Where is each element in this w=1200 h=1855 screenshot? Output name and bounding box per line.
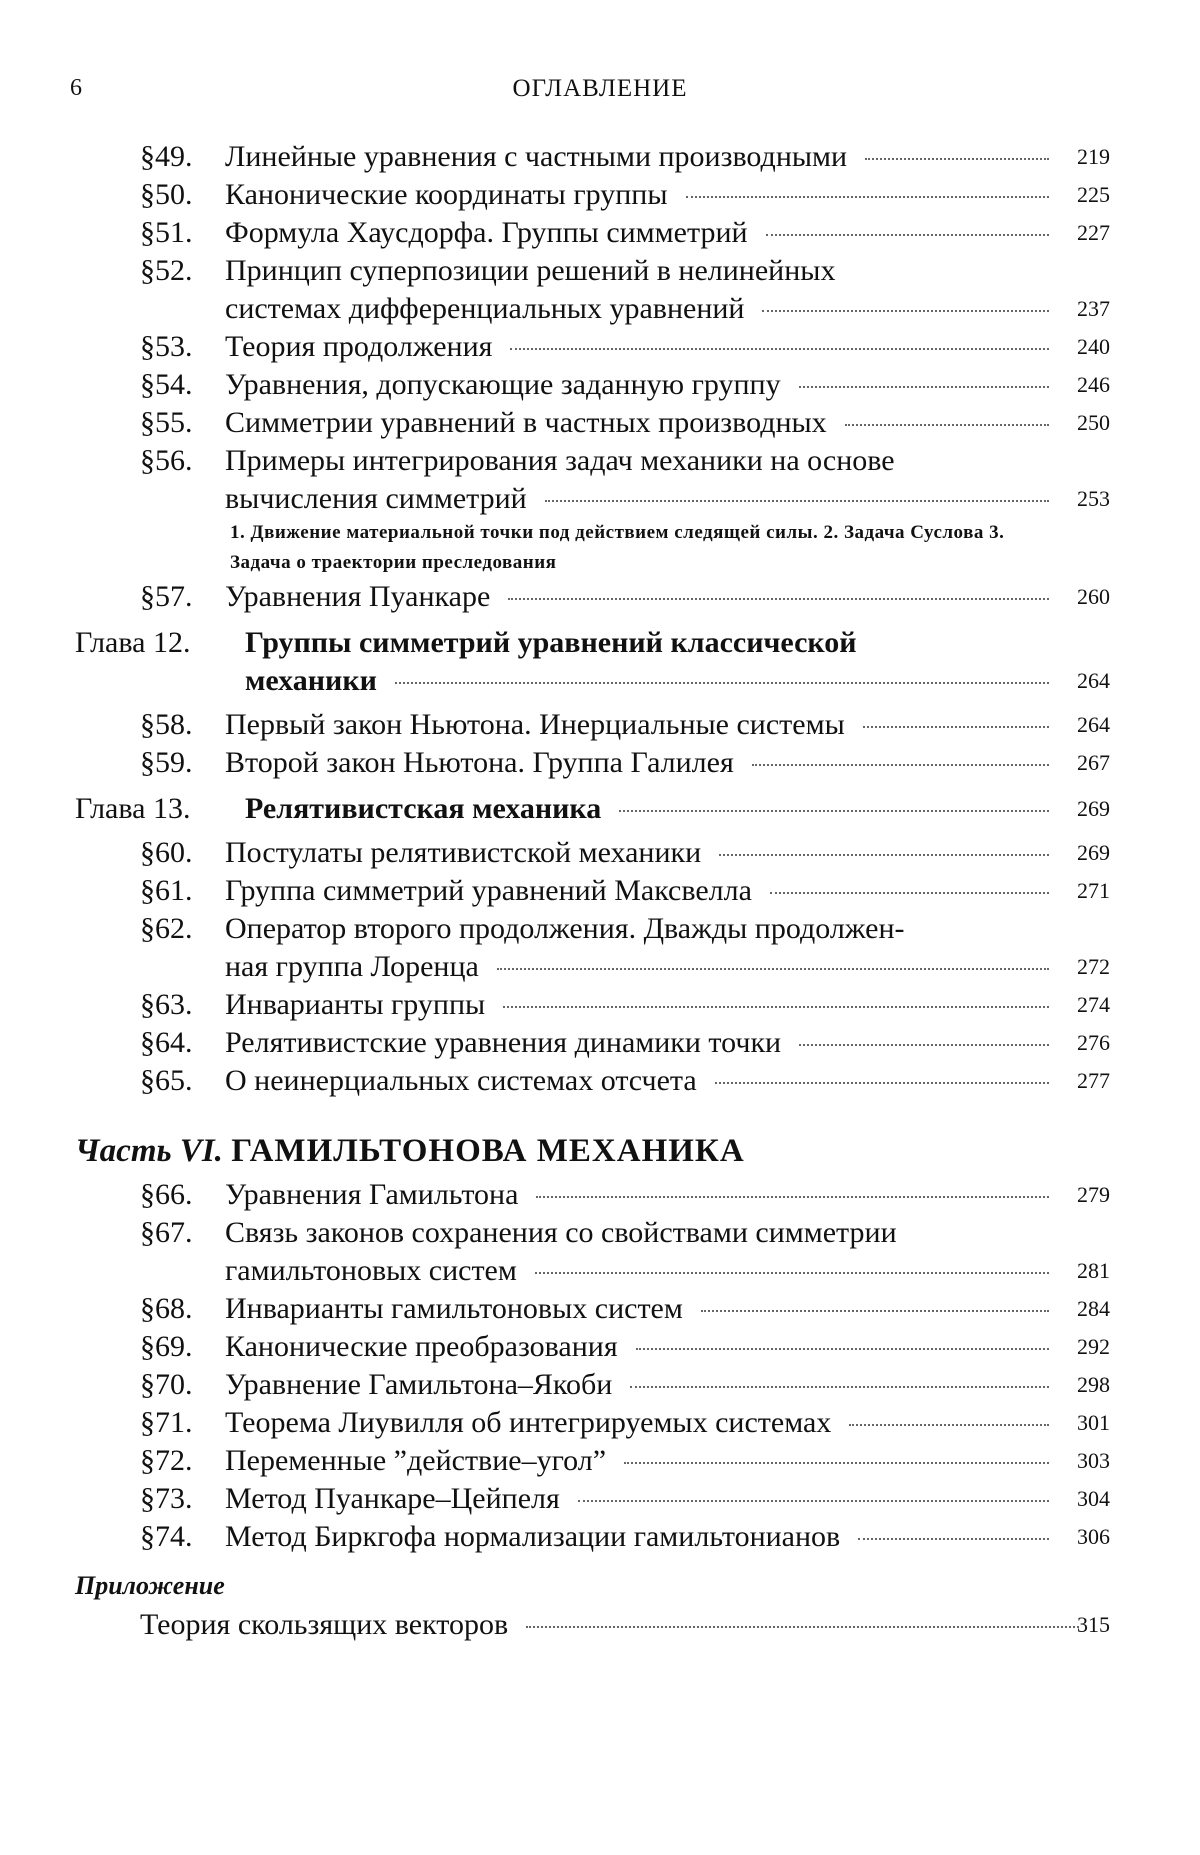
toc-entry — [0, 214, 1200, 252]
section-number: §68. — [140, 1292, 193, 1325]
page-ref: 298 — [1077, 1372, 1110, 1397]
page-ref: 292 — [1077, 1334, 1110, 1359]
section-number: §74. — [140, 1520, 193, 1553]
leader-dots — [503, 1006, 1049, 1008]
toc-entry — [0, 910, 1200, 986]
leader-dots — [686, 196, 1049, 198]
toc-entry — [0, 578, 1200, 616]
section-title: Первый закон Ньютона. Инерциальные системы — [225, 708, 845, 741]
toc-entry — [0, 176, 1200, 214]
page-ref: 264 — [1077, 712, 1110, 737]
leader-dots — [715, 1082, 1049, 1084]
section-number: §52. — [140, 254, 193, 287]
section-number: §60. — [140, 836, 193, 869]
leader-dots — [535, 1272, 1049, 1274]
section-number: §49. — [140, 140, 193, 173]
page-ref: 225 — [1077, 182, 1110, 207]
leader-dots — [799, 1044, 1049, 1046]
section-title: Инварианты гамильтоновых систем — [225, 1292, 683, 1325]
page-ref: 269 — [1077, 840, 1110, 865]
page-ref: 304 — [1077, 1486, 1110, 1511]
section-title: Теорема Лиувилля об интегрируемых системах — [225, 1406, 832, 1439]
chapter-title-line: Группы симметрий уравнений классической — [245, 626, 857, 659]
toc-entry — [0, 138, 1200, 176]
page-ref: 272 — [1077, 954, 1110, 979]
leader-dots — [630, 1386, 1049, 1388]
part-heading — [75, 1130, 1200, 1172]
page-ref: 240 — [1077, 334, 1110, 359]
leader-dots — [762, 310, 1049, 312]
section-title-line: Оператор второго продолжения. Дважды продолжен- — [225, 912, 905, 945]
chapter-label: Глава 12. — [75, 626, 191, 659]
page-ref: 253 — [1077, 486, 1110, 511]
leader-dots — [619, 810, 1049, 812]
page-ref: 301 — [1077, 1410, 1110, 1435]
section-title: Линейные уравнения с частными производными — [225, 140, 848, 173]
toc-entry — [0, 1024, 1200, 1062]
section-number: §66. — [140, 1178, 193, 1211]
page-ref: 246 — [1077, 372, 1110, 397]
section-number: §70. — [140, 1368, 193, 1401]
section-title: Релятивистские уравнения динамики точки — [225, 1026, 782, 1059]
section-number: §65. — [140, 1064, 193, 1097]
page-ref: 306 — [1077, 1524, 1110, 1549]
section-title: Постулаты релятивистской механики — [225, 836, 702, 869]
leader-dots — [719, 854, 1049, 856]
toc-entry — [0, 1328, 1200, 1366]
page-ref: 274 — [1077, 992, 1110, 1017]
toc-entry — [0, 328, 1200, 366]
section-number: §56. — [140, 444, 193, 477]
section-number: §72. — [140, 1444, 193, 1477]
page-ref: 277 — [1077, 1068, 1110, 1093]
leader-dots — [770, 892, 1049, 894]
leader-dots — [578, 1500, 1049, 1502]
section-number: §61. — [140, 874, 193, 907]
leader-dots — [526, 1626, 1079, 1628]
toc-entry — [0, 834, 1200, 872]
appendix-title: Теория скользящих векторов — [140, 1608, 509, 1641]
toc-entry — [0, 986, 1200, 1024]
section-title: Второй закон Ньютона. Группа Галилея — [225, 746, 734, 779]
section-title-line: системах дифференциальных уравнений — [225, 292, 745, 325]
section-title-line: Связь законов сохранения со свойствами симметрии — [225, 1216, 897, 1249]
section-title: Канонические преобразования — [225, 1330, 618, 1363]
leader-dots — [636, 1348, 1049, 1350]
page-ref: 227 — [1077, 220, 1110, 245]
toc-entry — [0, 1518, 1200, 1556]
chapter-heading — [0, 790, 1200, 828]
toc-entry — [0, 366, 1200, 404]
toc-entry — [0, 1404, 1200, 1442]
leader-dots — [545, 500, 1049, 502]
section-number: §50. — [140, 178, 193, 211]
page-ref: 219 — [1077, 144, 1110, 169]
page-ref: 271 — [1077, 878, 1110, 903]
leader-dots — [508, 598, 1049, 600]
toc-entry — [0, 1062, 1200, 1100]
section-number: §59. — [140, 746, 193, 779]
page-ref: 276 — [1077, 1030, 1110, 1055]
toc-entry — [0, 404, 1200, 442]
section-title: Канонические координаты группы — [225, 178, 668, 211]
section-number: §62. — [140, 912, 193, 945]
toc-entry — [0, 1176, 1200, 1214]
section-title-line: вычисления симметрий — [225, 482, 527, 515]
leader-dots — [752, 764, 1049, 766]
section-number: §64. — [140, 1026, 193, 1059]
page-ref: 267 — [1077, 750, 1110, 775]
section-number: §55. — [140, 406, 193, 439]
page-ref: 284 — [1077, 1296, 1110, 1321]
section-title: Метод Пуанкаре–Цейпеля — [225, 1482, 560, 1515]
table-of-contents — [0, 138, 1200, 1644]
chapter-label: Глава 13. — [75, 792, 191, 825]
section-title: Уравнения Гамильтона — [225, 1178, 519, 1211]
section-title-line: Примеры интегрирования задач механики на основе — [225, 444, 895, 477]
page-ref: 269 — [1077, 796, 1110, 821]
leader-dots — [497, 968, 1049, 970]
page-number: 6 — [70, 75, 82, 101]
part-title: ГАМИЛЬТОНОВА МЕХАНИКА — [231, 1133, 745, 1169]
section-number: §53. — [140, 330, 193, 363]
section-number: §69. — [140, 1330, 193, 1363]
toc-entry — [0, 252, 1200, 328]
section-number: §58. — [140, 708, 193, 741]
section-number: §54. — [140, 368, 193, 401]
page-ref: 279 — [1077, 1182, 1110, 1207]
leader-dots — [701, 1310, 1049, 1312]
section-title: Уравнения Пуанкаре — [225, 580, 491, 613]
page-ref: 281 — [1077, 1258, 1110, 1283]
leader-dots — [536, 1196, 1049, 1198]
section-title: Уравнения, допускающие заданную группу — [225, 368, 781, 401]
appendix-heading: Приложение — [75, 1571, 225, 1600]
section-number: §63. — [140, 988, 193, 1021]
section-title: Группа симметрий уравнений Максвелла — [225, 874, 752, 907]
leader-dots — [799, 386, 1049, 388]
leader-dots — [858, 1538, 1049, 1540]
section-number: §67. — [140, 1216, 193, 1249]
toc-entry — [0, 1290, 1200, 1328]
leader-dots — [766, 234, 1049, 236]
leader-dots — [395, 682, 1049, 684]
toc-entry — [0, 442, 1200, 518]
section-title: Теория продолжения — [225, 330, 493, 363]
toc-entry — [0, 1480, 1200, 1518]
page-ref: 260 — [1077, 584, 1110, 609]
chapter-heading — [0, 624, 1200, 700]
leader-dots — [849, 1424, 1049, 1426]
leader-dots — [863, 726, 1049, 728]
toc-entry — [0, 872, 1200, 910]
section-title: Метод Биркгофа нормализации гамильтонианов — [225, 1520, 841, 1553]
section-number: §71. — [140, 1406, 193, 1439]
leader-dots — [510, 348, 1049, 350]
leader-dots — [624, 1462, 1049, 1464]
section-number: §57. — [140, 580, 193, 613]
section-title: Формула Хаусдорфа. Группы симметрий — [225, 216, 748, 249]
section-title: О неинерциальных системах отсчета — [225, 1064, 697, 1097]
section-title-line: гамильтоновых систем — [225, 1254, 517, 1287]
chapter-title: Релятивистская механика — [245, 792, 602, 825]
leader-dots — [865, 158, 1049, 160]
section-title: Уравнение Гамильтона–Якоби — [225, 1368, 613, 1401]
part-label: Часть VI. — [75, 1133, 223, 1169]
toc-entry — [0, 1606, 1200, 1644]
toc-entry — [0, 1214, 1200, 1290]
toc-entry — [0, 1366, 1200, 1404]
section-number: §73. — [140, 1482, 193, 1515]
toc-entry — [0, 706, 1200, 744]
section-subtopics: 1. Движение материальной точки под действием следящей силы. 2. Задача Суслова 3. Задача о траектории преследования — [230, 522, 1005, 573]
section-title: Переменные ”действие–угол” — [225, 1444, 607, 1477]
page-ref: 303 — [1077, 1448, 1110, 1473]
chapter-title-line: механики — [245, 664, 377, 697]
page-ref: 315 — [1077, 1612, 1110, 1637]
section-title-line: ная группа Лоренца — [225, 950, 479, 983]
section-number: §51. — [140, 216, 193, 249]
section-title: Симметрии уравнений в частных производных — [225, 406, 827, 439]
page-ref: 264 — [1077, 668, 1110, 693]
toc-entry — [0, 1442, 1200, 1480]
leader-dots — [845, 424, 1049, 426]
section-title: Инварианты группы — [225, 988, 486, 1021]
page-ref: 237 — [1077, 296, 1110, 321]
page-ref: 250 — [1077, 410, 1110, 435]
section-title-line: Принцип суперпозиции решений в нелинейных — [225, 254, 836, 287]
running-head: ОГЛАВЛЕНИЕ — [512, 75, 688, 102]
toc-entry — [0, 744, 1200, 782]
